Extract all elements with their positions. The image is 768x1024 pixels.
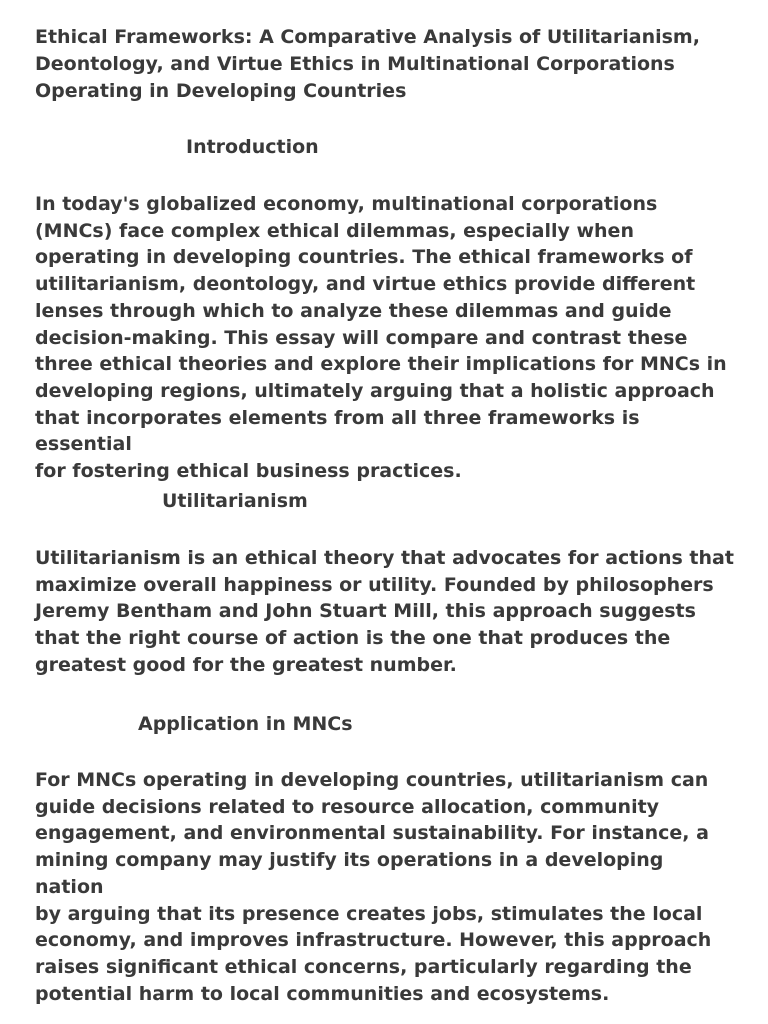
section-heading-application-in-mncs: Application in MNCs bbox=[138, 713, 353, 735]
document-title: Ethical Frameworks: A Comparative Analysis of Utilitarianism, Deontology, and Virtue Ethics in Multinational Corporations Operating in Developing Countries bbox=[35, 26, 700, 102]
section-paragraph-application-in-mncs: For MNCs operating in developing countries, utilitarianism can guide decisions related to resource allocation, community engagement, and environmental sustainability. For instance, a mining company may justify its operations in a developing nation by arguing that its presence creates jobs, stimulates the local economy, and improves infrastructure. However, this approach raises significant ethical concerns, particularly regarding the potential harm to local communities and ecosystems. bbox=[35, 769, 712, 1005]
section-paragraph-introduction: In today's globalized economy, multinational corporations (MNCs) face complex ethical dilemmas, especially when operating in developing countries. The ethical frameworks of utilitarianism, deontology, and virtue ethics provide different lenses through which to analyze these dilemmas and guide decision-making. This essay will compare and contrast these three ethical theories and explore their implications for MNCs in developing regions, ultimately arguing that a holistic approach that incorporates elements from all three frameworks is essential for fostering ethical business practices. bbox=[35, 193, 727, 483]
section-heading-utilitarianism: Utilitarianism bbox=[162, 490, 308, 512]
section-heading-introduction: Introduction bbox=[186, 136, 319, 158]
section-paragraph-utilitarianism: Utilitarianism is an ethical theory that advocates for actions that maximize overall happiness or utility. Founded by philosophers Jeremy Bentham and John Stuart Mill, this approach suggests that the right course of action is the one that produces the greatest good for the greatest number. bbox=[35, 547, 734, 676]
